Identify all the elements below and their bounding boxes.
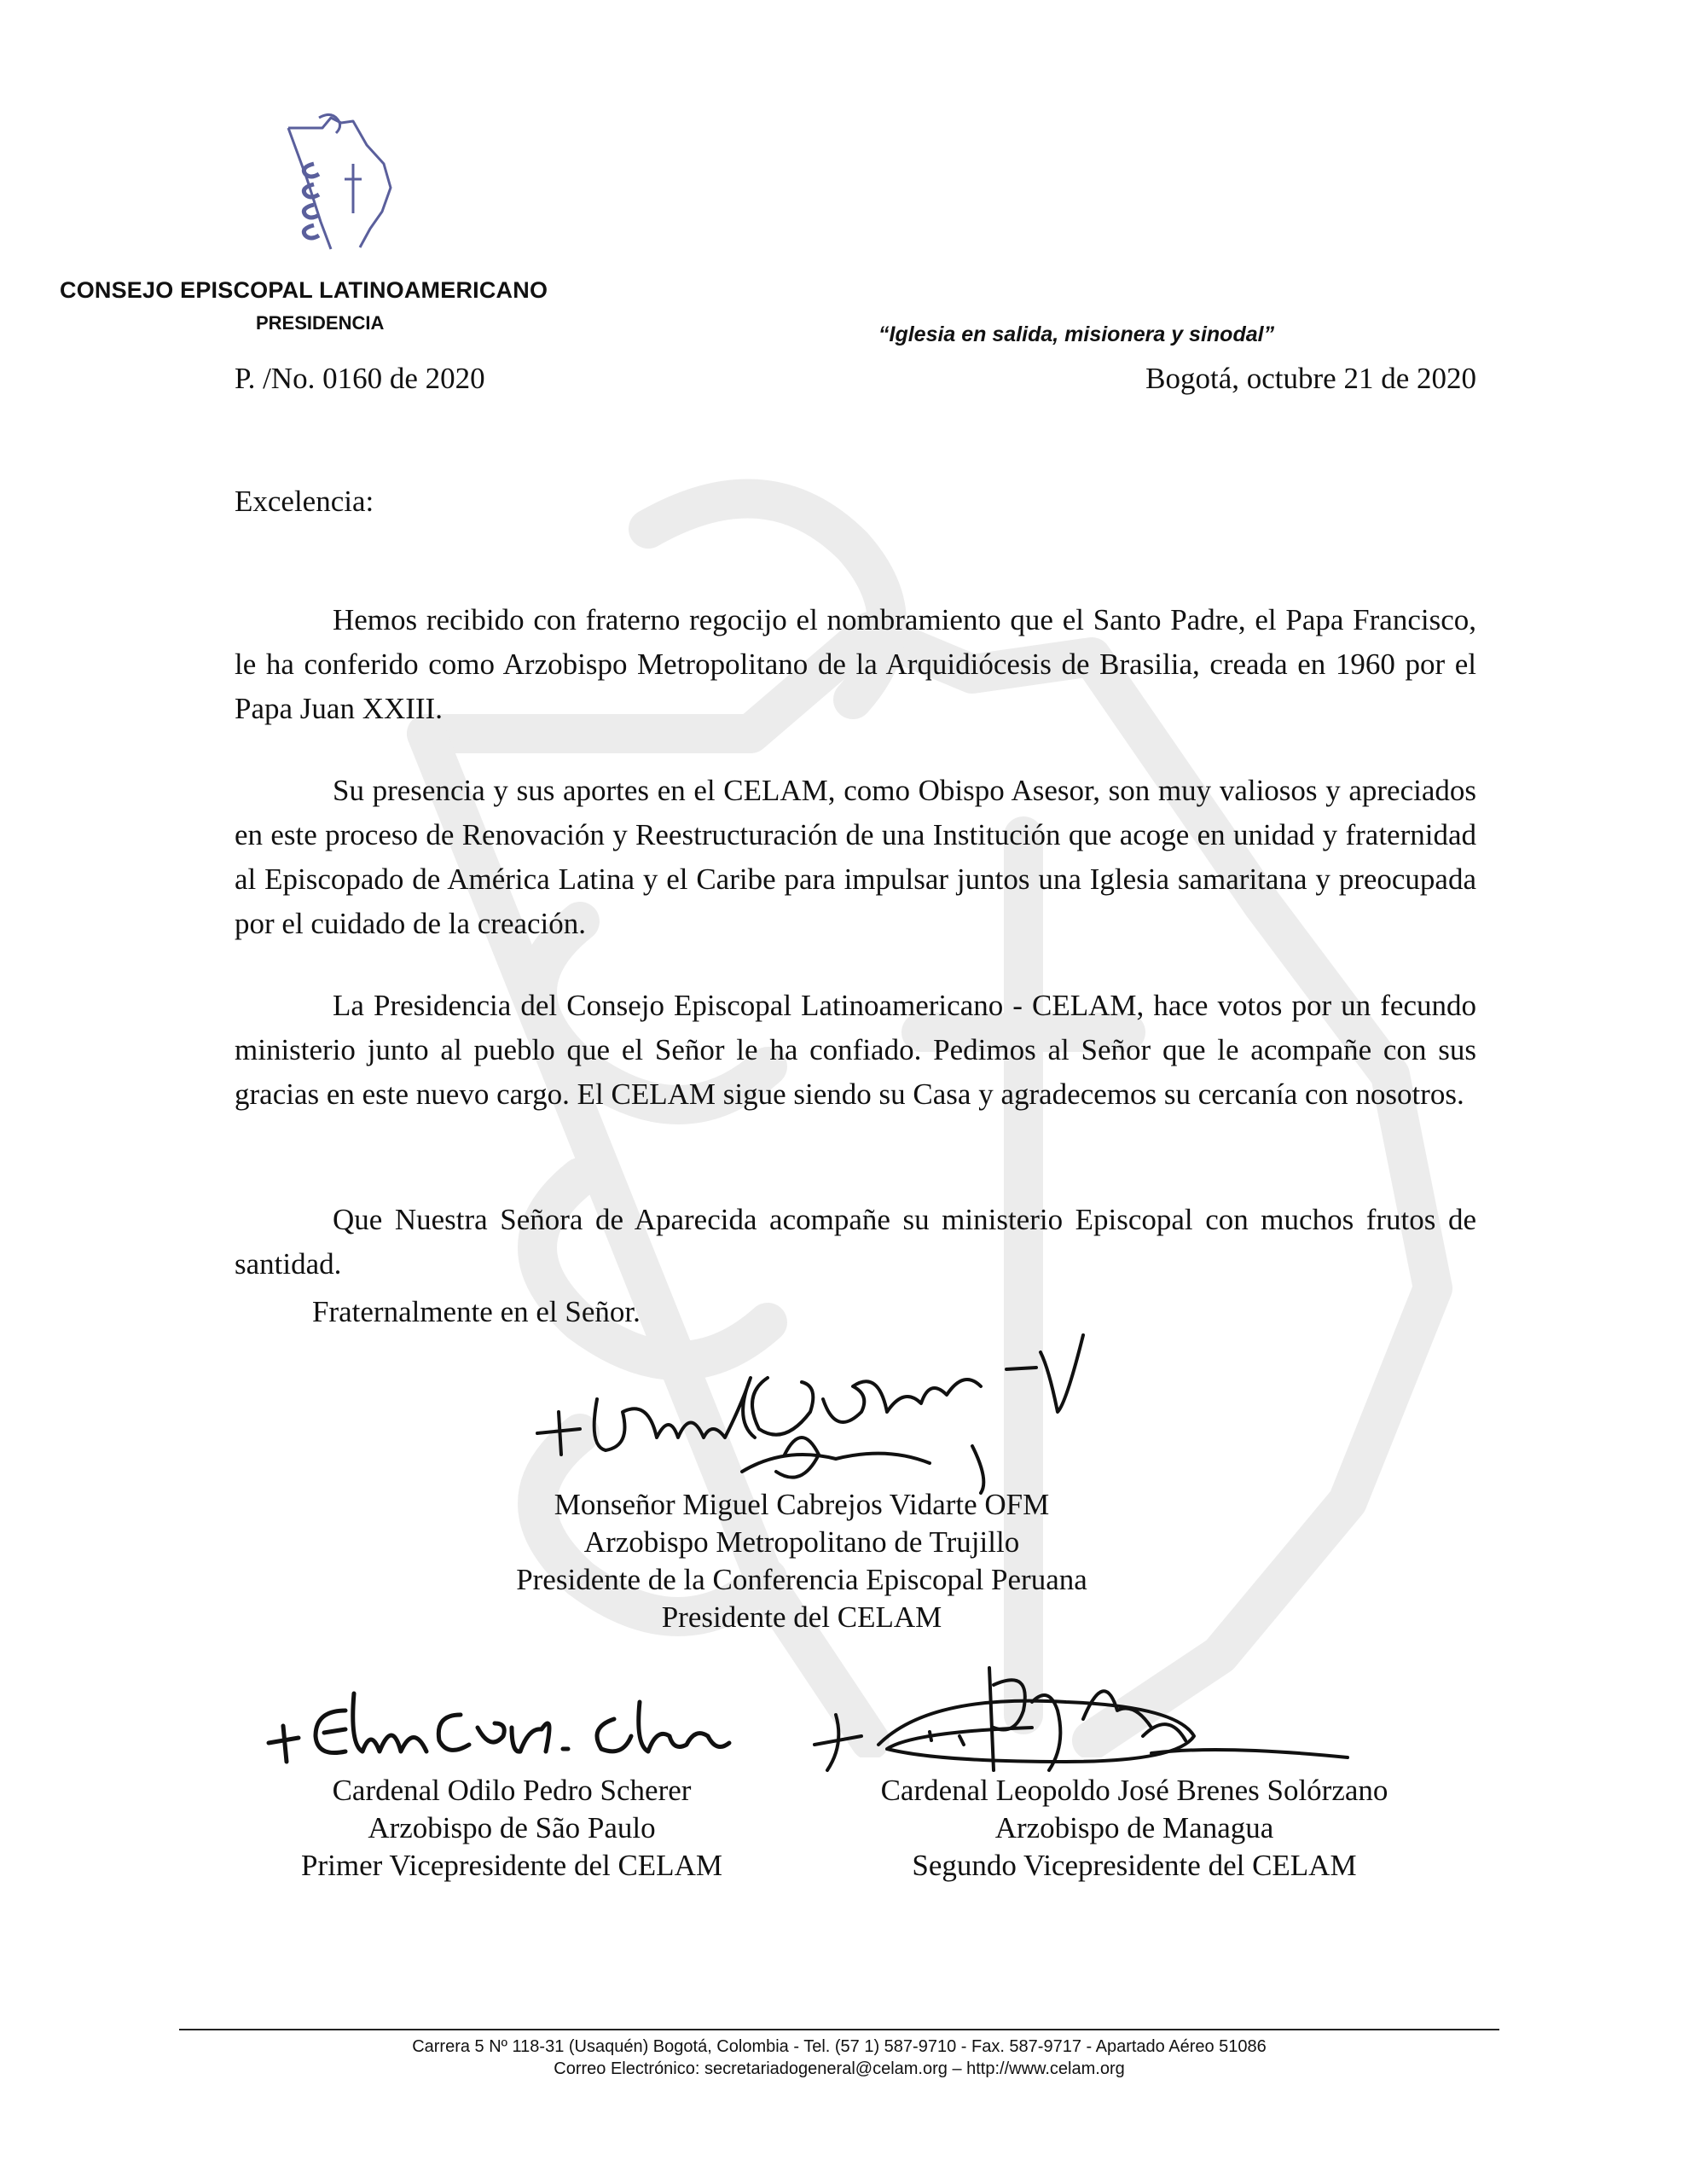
signature-first-vp — [264, 1676, 742, 1779]
signatory-title: Arzobispo de São Paulo — [368, 1811, 656, 1844]
department-name: PRESIDENCIA — [256, 312, 385, 334]
footer-contact: Correo Electrónico: secretariadogeneral@celam.org – http://www.celam.org — [554, 2059, 1125, 2078]
body-paragraph: Su presencia y sus aportes en el CELAM, como Obispo Asesor, son muy valiosos y apreciados en este proceso de Renovación y Reestructuración de una Institución que acoge en unidad y fraternidad al Episcopado de América Latina y el Caribe para impulsar juntos una Iglesia samaritana y preocupada por el cuidado de la creación. — [235, 774, 1476, 940]
place-date: Bogotá, octubre 21 de 2020 — [1145, 362, 1476, 395]
celam-logo-icon — [281, 111, 409, 256]
signatory-name: Monseñor Miguel Cabrejos Vidarte OFM — [554, 1488, 1050, 1521]
organization-name: CONSEJO EPISCOPAL LATINOAMERICANO — [60, 277, 548, 303]
signatory-name: Cardenal Leopoldo José Brenes Solórzano — [880, 1774, 1388, 1807]
signatory-title: Segundo Vicepresidente del CELAM — [912, 1849, 1357, 1882]
signatory-title: Presidente del CELAM — [661, 1600, 942, 1634]
body-paragraph: La Presidencia del Consejo Episcopal Latinoamericano - CELAM, hace votos por un fecundo ministerio junto al pueblo que el Señor le ha confiado. Pedimos al Señor que le acompañe con sus gracias en este nuevo cargo. El CELAM sigue siendo su Casa y agradecemos su cercanía con nosotros. — [235, 989, 1476, 1111]
reference-number: P. /No. 0160 de 2020 — [235, 362, 485, 395]
signatory-title: Primer Vicepresidente del CELAM — [301, 1849, 722, 1882]
signature-block-second-vp — [793, 1772, 1475, 1885]
signature-block-president — [461, 1486, 1143, 1636]
signatory-title: Presidente de la Conferencia Episcopal Peruana — [516, 1563, 1087, 1596]
signatory-name: Cardenal Odilo Pedro Scherer — [332, 1774, 692, 1807]
salutation: Excelencia: — [235, 485, 374, 518]
signatory-title: Arzobispo de Managua — [994, 1811, 1274, 1844]
body-paragraph: Hemos recibido con fraterno regocijo el nombramiento que el Santo Padre, el Papa Francisco, le ha conferido como Arzobispo Metropolitano de la Arquidiócesis de Brasilia, creada en 1960 por el Papa Juan XXIII. — [235, 603, 1476, 725]
footer-divider — [179, 2029, 1499, 2030]
body-paragraph: Que Nuestra Señora de Aparecida acompañe su ministerio Episcopal con muchos frutos de santidad. — [235, 1203, 1476, 1281]
footer-address: Carrera 5 Nº 118-31 (Usaquén) Bogotá, Colombia - Tel. (57 1) 587-9710 - Fax. 587-9717 - Apartado Aéreo 51086 — [412, 2037, 1267, 2056]
signatory-title: Arzobispo Metropolitano de Trujillo — [583, 1525, 1020, 1559]
closing: Fraternalmente en el Señor. — [312, 1295, 641, 1328]
signature-president — [529, 1318, 1109, 1497]
signature-block-first-vp — [247, 1772, 776, 1885]
motto: “Iglesia en salida, misionera y sinodal” — [878, 322, 1275, 346]
signature-second-vp — [810, 1651, 1356, 1787]
